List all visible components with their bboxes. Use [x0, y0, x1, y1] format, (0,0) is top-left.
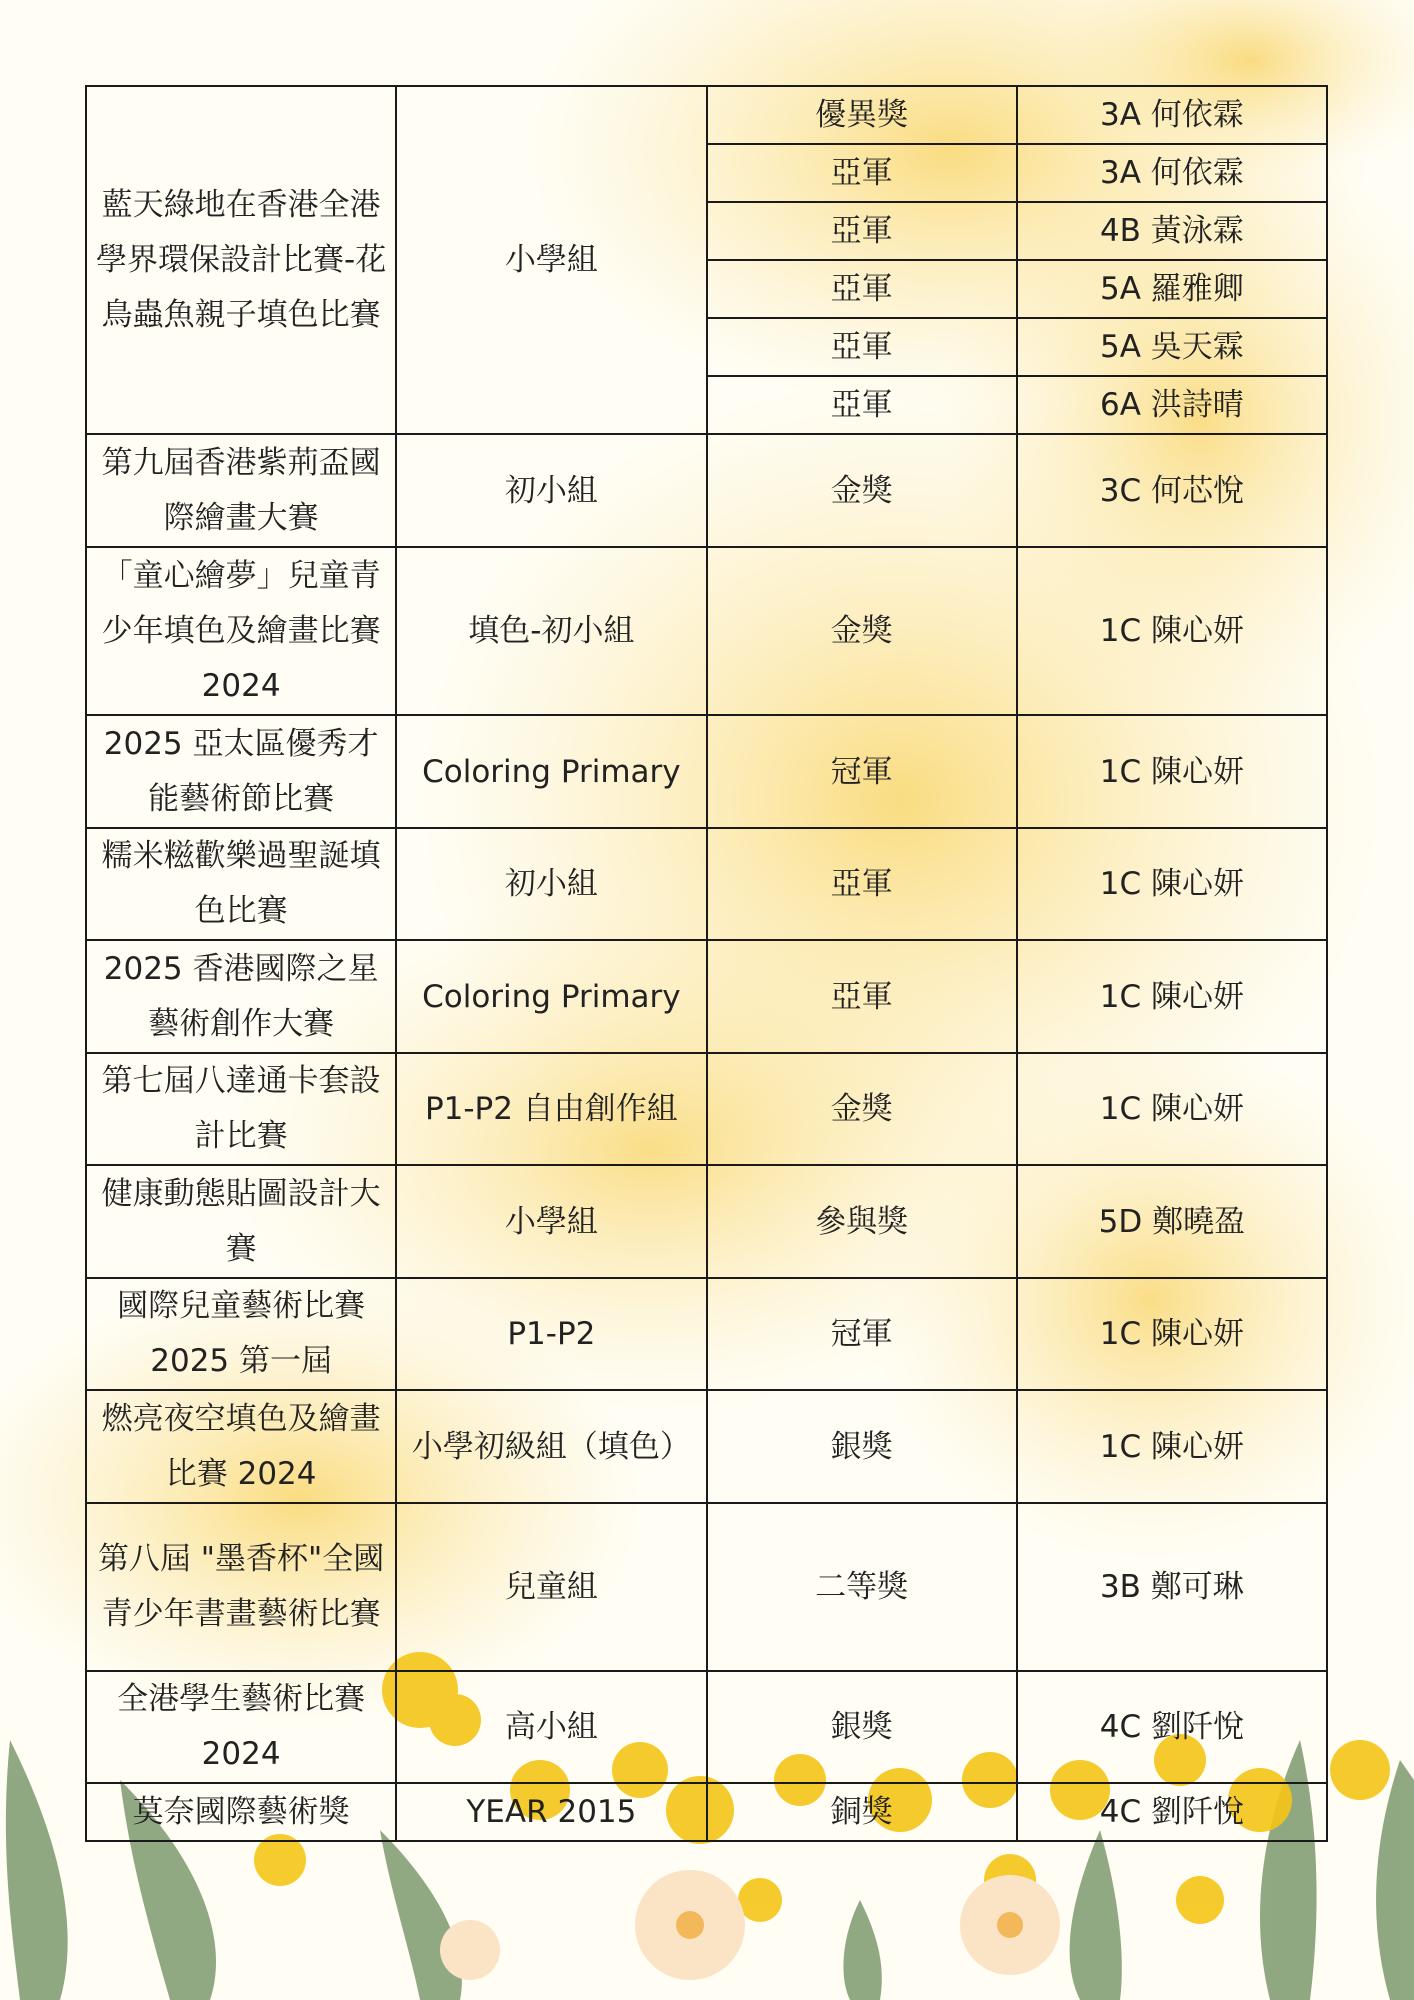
- student-cell: 3A 何依霖: [1017, 144, 1327, 202]
- student-cell: 1C 陳心妍: [1017, 828, 1327, 940]
- student-cell: 1C 陳心妍: [1017, 940, 1327, 1053]
- table-row: [86, 1783, 1327, 1841]
- competition-cell: 糯米糍歡樂過聖誕填色比賽: [86, 828, 396, 940]
- award-cell: 冠軍: [707, 715, 1017, 828]
- award-table-container: [85, 85, 1328, 1832]
- award-cell: 二等獎: [707, 1503, 1017, 1671]
- table-row: [86, 1671, 1327, 1783]
- competition-cell: 國際兒童藝術比賽2025 第一屆: [86, 1278, 396, 1390]
- student-cell: 4B 黃泳霖: [1017, 202, 1327, 260]
- award-cell: 金獎: [707, 434, 1017, 547]
- award-cell: 銀獎: [707, 1390, 1017, 1503]
- award-cell: 亞軍: [707, 144, 1017, 202]
- table-row: [86, 86, 1327, 144]
- award-cell: 亞軍: [707, 940, 1017, 1053]
- group-cell: 初小組: [396, 434, 706, 547]
- table-row: [86, 715, 1327, 828]
- competition-cell: 「童心繪夢」兒童青少年填色及繪畫比賽 2024: [86, 547, 396, 715]
- table-row: [86, 547, 1327, 715]
- student-cell: 1C 陳心妍: [1017, 1390, 1327, 1503]
- competition-cell: 第九屆香港紫荊盃國際繪畫大賽: [86, 434, 396, 547]
- award-cell: 金獎: [707, 547, 1017, 715]
- group-cell: 小學組: [396, 86, 706, 434]
- competition-cell: 第八屆 "墨香杯"全國青少年書畫藝術比賽: [86, 1503, 396, 1671]
- competition-cell: 第七屆八達通卡套設計比賽: [86, 1053, 396, 1165]
- student-cell: 3C 何芯悅: [1017, 434, 1327, 547]
- table-row: [86, 1390, 1327, 1503]
- group-cell: P1-P2 自由創作組: [396, 1053, 706, 1165]
- table-row: [86, 1165, 1327, 1278]
- student-cell: 6A 洪詩晴: [1017, 376, 1327, 434]
- award-cell: 冠軍: [707, 1278, 1017, 1390]
- group-cell: 高小組: [396, 1671, 706, 1783]
- student-cell: 1C 陳心妍: [1017, 715, 1327, 828]
- award-cell: 亞軍: [707, 202, 1017, 260]
- table-row: [86, 434, 1327, 547]
- award-cell: 亞軍: [707, 318, 1017, 376]
- award-cell: 優異獎: [707, 86, 1017, 144]
- table-row: [86, 940, 1327, 1053]
- student-cell: 1C 陳心妍: [1017, 1053, 1327, 1165]
- competition-cell: 藍天綠地在香港全港學界環保設計比賽-花鳥蟲魚親子填色比賽: [86, 86, 396, 434]
- award-cell: 亞軍: [707, 376, 1017, 434]
- group-cell: 兒童組: [396, 1503, 706, 1671]
- competition-cell: 2025 亞太區優秀才能藝術節比賽: [86, 715, 396, 828]
- student-cell: 3A 何依霖: [1017, 86, 1327, 144]
- table-row: [86, 1503, 1327, 1671]
- award-cell: 金獎: [707, 1053, 1017, 1165]
- competition-cell: 2025 香港國際之星藝術創作大賽: [86, 940, 396, 1053]
- competition-cell: 莫奈國際藝術獎: [86, 1783, 396, 1841]
- student-cell: 4C 劉阡悅: [1017, 1783, 1327, 1841]
- student-cell: 5D 鄭曉盈: [1017, 1165, 1327, 1278]
- table-row: [86, 828, 1327, 940]
- group-cell: 小學組: [396, 1165, 706, 1278]
- group-cell: 初小組: [396, 828, 706, 940]
- competition-cell: 健康動態貼圖設計大賽: [86, 1165, 396, 1278]
- table-row: [86, 1053, 1327, 1165]
- student-cell: 5A 吳天霖: [1017, 318, 1327, 376]
- group-cell: 填色-初小組: [396, 547, 706, 715]
- award-cell: 銀獎: [707, 1671, 1017, 1783]
- competition-cell: 全港學生藝術比賽2024: [86, 1671, 396, 1783]
- table-row: [86, 1278, 1327, 1390]
- student-cell: 4C 劉阡悅: [1017, 1671, 1327, 1783]
- group-cell: Coloring Primary: [396, 940, 706, 1053]
- award-cell: 亞軍: [707, 260, 1017, 318]
- award-cell: 銅獎: [707, 1783, 1017, 1841]
- competition-cell: 燃亮夜空填色及繪畫比賽 2024: [86, 1390, 396, 1503]
- student-cell: 5A 羅雅卿: [1017, 260, 1327, 318]
- award-table: [85, 85, 1328, 1842]
- student-cell: 3B 鄭可琳: [1017, 1503, 1327, 1671]
- group-cell: YEAR 2015: [396, 1783, 706, 1841]
- group-cell: Coloring Primary: [396, 715, 706, 828]
- student-cell: 1C 陳心妍: [1017, 1278, 1327, 1390]
- group-cell: 小學初級組（填色）: [396, 1390, 706, 1503]
- award-cell: 參與獎: [707, 1165, 1017, 1278]
- award-cell: 亞軍: [707, 828, 1017, 940]
- group-cell: P1-P2: [396, 1278, 706, 1390]
- student-cell: 1C 陳心妍: [1017, 547, 1327, 715]
